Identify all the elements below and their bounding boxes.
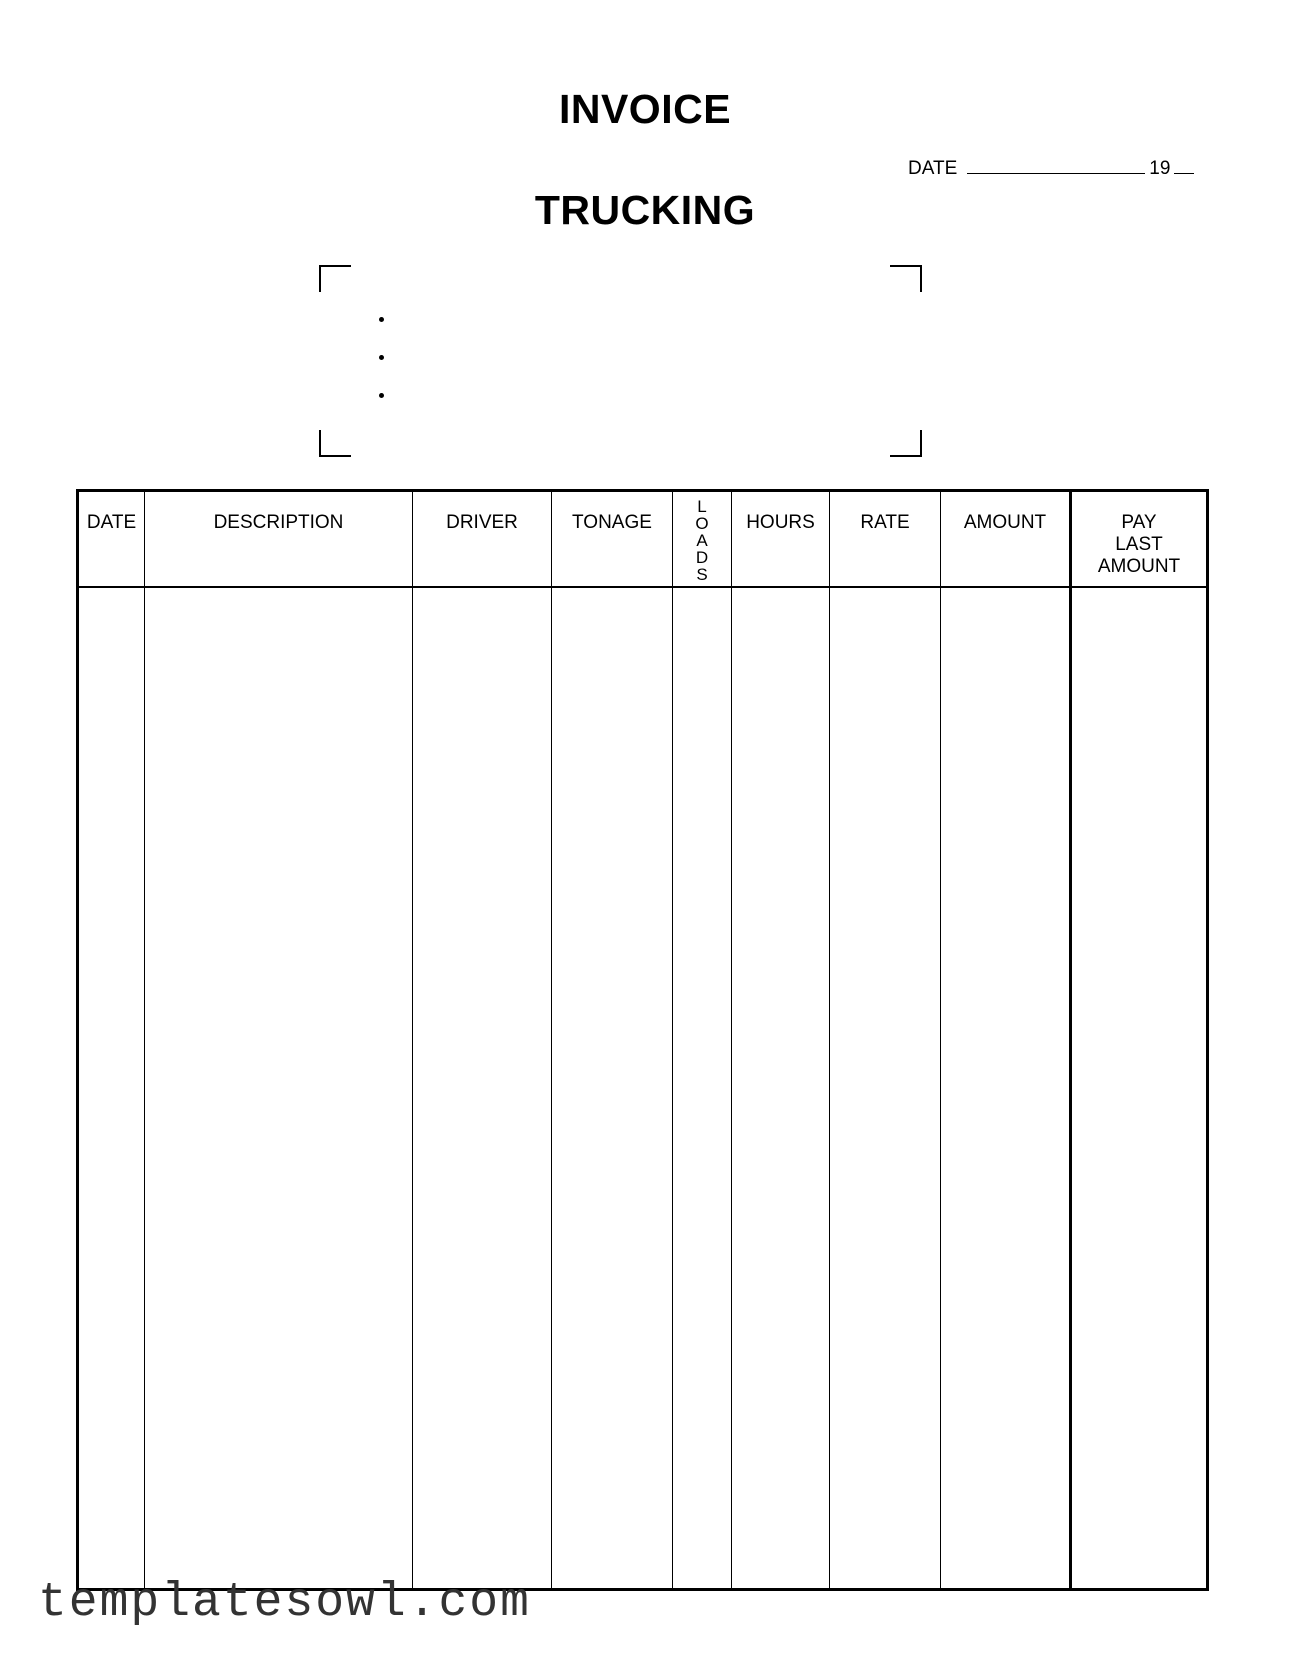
- header-tonage: TONAGE: [552, 492, 672, 588]
- cell-description[interactable]: [145, 588, 412, 1588]
- cell-date[interactable]: [79, 588, 144, 1588]
- header-amount: AMOUNT: [941, 492, 1069, 588]
- column-tonage: [552, 492, 673, 1588]
- cell-rate[interactable]: [830, 588, 940, 1588]
- header-rate: RATE: [830, 492, 940, 588]
- column-date: [79, 492, 145, 1588]
- pay-line: PAY: [1121, 512, 1157, 533]
- date-label: DATE: [908, 158, 958, 179]
- column-amount: [941, 492, 1072, 1588]
- invoice-table: [76, 489, 1209, 1591]
- year-prefix: 19: [1149, 158, 1171, 179]
- column-loads: [673, 492, 732, 1588]
- address-corner-bottom-left: [319, 430, 351, 457]
- address-dot: [379, 393, 384, 398]
- address-dot: [379, 317, 384, 322]
- header-hours: HOURS: [732, 492, 829, 588]
- address-corner-top-left: [319, 265, 351, 292]
- watermark: templatesowl.com: [38, 1576, 531, 1630]
- year-blank-field[interactable]: [1174, 172, 1194, 174]
- loads-letter: D: [695, 548, 709, 567]
- invoice-title: INVOICE: [558, 86, 732, 132]
- cell-pay-last-amount[interactable]: [1072, 588, 1206, 1588]
- address-corner-top-right: [890, 265, 922, 292]
- header-pay-last-amount: [1072, 492, 1206, 588]
- loads-letter: A: [696, 531, 708, 550]
- loads-letter: O: [695, 514, 709, 533]
- column-rate: [830, 492, 941, 1588]
- column-pay-last-amount: [1072, 492, 1206, 1588]
- address-dot: [379, 355, 384, 360]
- cell-tonage[interactable]: [552, 588, 672, 1588]
- date-blank-field[interactable]: [967, 172, 1145, 174]
- column-hours: [732, 492, 830, 1588]
- loads-letter: L: [697, 497, 707, 516]
- header-loads: [673, 492, 731, 588]
- column-description: [145, 492, 413, 1588]
- cell-amount[interactable]: [941, 588, 1069, 1588]
- cell-driver[interactable]: [413, 588, 551, 1588]
- cell-loads[interactable]: [673, 588, 731, 1588]
- date-line: [908, 158, 1194, 180]
- column-driver: [413, 492, 552, 1588]
- address-corner-bottom-right: [890, 430, 922, 457]
- trucking-title: TRUCKING: [534, 187, 756, 233]
- header-description: DESCRIPTION: [145, 492, 412, 588]
- header-date: DATE: [79, 492, 144, 588]
- pay-line: LAST: [1115, 534, 1163, 555]
- pay-line: AMOUNT: [1097, 556, 1181, 577]
- cell-hours[interactable]: [732, 588, 829, 1588]
- loads-letter: S: [696, 565, 708, 584]
- header-driver: DRIVER: [413, 492, 551, 588]
